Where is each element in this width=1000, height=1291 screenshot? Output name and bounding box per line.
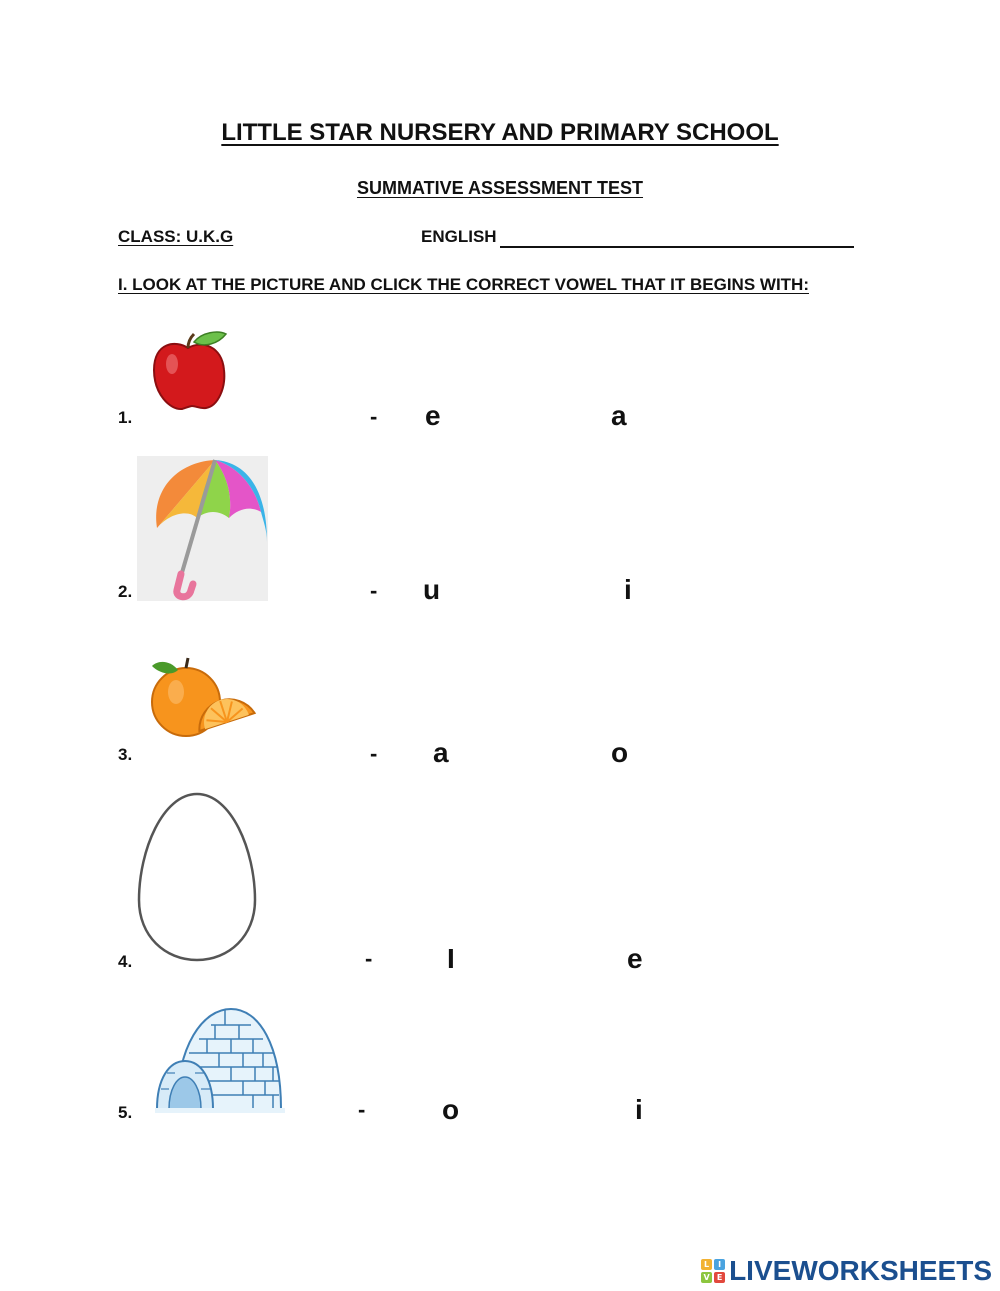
question-dash: - <box>370 404 378 429</box>
logo-mark-letter: L <box>701 1259 712 1270</box>
question-number: 2. <box>118 582 133 601</box>
subject-label: ENGLISH <box>421 227 497 246</box>
egg-icon <box>135 790 260 965</box>
question-number: 5. <box>118 1103 133 1122</box>
logo-text: LIVEWORKSHEETS <box>729 1255 992 1286</box>
option-i[interactable]: i <box>624 574 632 605</box>
option-u[interactable]: u <box>423 574 441 605</box>
logo-mark-letter: E <box>714 1272 725 1283</box>
option-capital-i[interactable]: I <box>447 943 455 974</box>
class-label: CLASS: U.K.G <box>118 227 234 246</box>
option-o[interactable]: o <box>442 1094 460 1125</box>
school-title: LITTLE STAR NURSERY AND PRIMARY SCHOOL <box>221 119 779 146</box>
option-e[interactable]: e <box>425 400 441 431</box>
question-dash: - <box>370 578 378 603</box>
question-number: 4. <box>118 952 133 971</box>
subject-underline <box>500 246 854 248</box>
option-o[interactable]: o <box>611 737 629 768</box>
umbrella-icon <box>137 456 268 601</box>
option-a[interactable]: a <box>611 400 627 431</box>
orange-icon <box>148 652 260 744</box>
logo-mark-letter: V <box>701 1272 712 1283</box>
apple-icon <box>148 330 230 414</box>
question-dash: - <box>370 741 378 766</box>
option-i[interactable]: i <box>635 1094 643 1125</box>
option-a[interactable]: a <box>433 737 449 768</box>
question-number: 1. <box>118 408 133 427</box>
question-dash: - <box>358 1097 366 1122</box>
instruction-text: I. LOOK AT THE PICTURE AND CLICK THE CORRECT VOWEL THAT IT BEGINS WITH: <box>118 275 809 294</box>
question-number: 3. <box>118 745 133 764</box>
liveworksheets-logo[interactable] <box>701 1254 992 1288</box>
logo-mark-letter: I <box>714 1259 725 1270</box>
logo-mark-icon <box>701 1259 725 1283</box>
option-e[interactable]: e <box>627 943 643 974</box>
question-dash: - <box>365 946 373 971</box>
test-title: SUMMATIVE ASSESSMENT TEST <box>356 178 644 198</box>
igloo-icon <box>155 1005 285 1113</box>
